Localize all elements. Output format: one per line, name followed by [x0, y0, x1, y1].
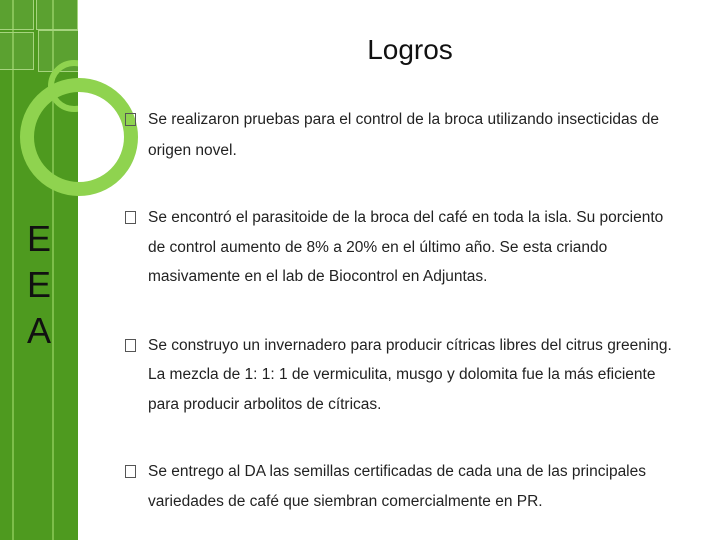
decorative-square [0, 0, 34, 30]
side-letter: A [26, 310, 51, 351]
bullet-text-line: variedades de café que siembran comercialmente en PR. [148, 493, 543, 510]
square-bullet-icon [125, 465, 136, 478]
decorative-square [36, 0, 78, 30]
square-bullet-icon [125, 339, 136, 352]
side-letter: E [26, 264, 51, 305]
decorative-square [0, 32, 34, 70]
slide-title: Logros [367, 34, 453, 65]
bullet-text-line: Se entrego al DA las semillas certificadas de cada una de las principales [148, 463, 646, 480]
bullet-text-line: Se realizaron pruebas para el control de la broca utilizando insecticidas de [148, 111, 659, 128]
decorative-line [12, 0, 14, 540]
square-bullet-icon [125, 211, 136, 224]
bullet-text-line: Se construyo un invernadero para producir cítricas libres del citrus greening. [148, 337, 672, 354]
side-letter: E [26, 218, 51, 259]
bullet-text-line: para producir arbolitos de cítricas. [148, 396, 382, 413]
bullet-text-line: de control aumento de 8% a 20% en el último año. Se esta criando [148, 239, 608, 256]
bullet-text-line: La mezcla de 1: 1: 1 de vermiculita, musgo y dolomita fue la más eficiente [148, 366, 656, 383]
bullet-text-line: origen novel. [148, 142, 237, 159]
bullet-text-line: masivamente en el lab de Biocontrol en Adjuntas. [148, 268, 488, 285]
square-bullet-icon [125, 113, 136, 126]
sidebar-panel [0, 0, 78, 540]
bullet-text-line: Se encontró el parasitoide de la broca del café en toda la isla. Su porciento [148, 209, 664, 226]
